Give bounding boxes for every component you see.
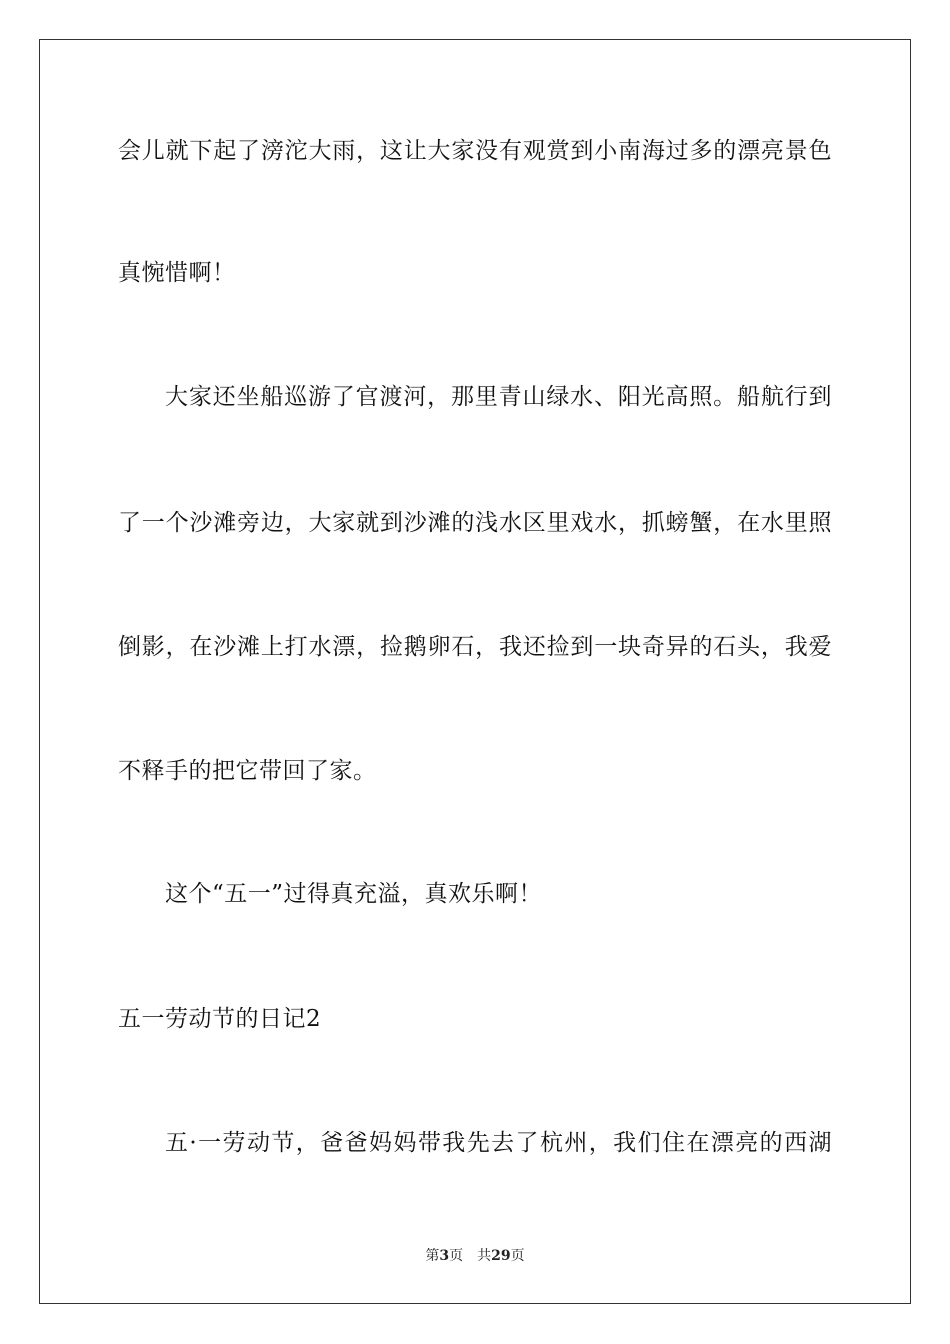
page-frame — [39, 39, 911, 1304]
paragraph-line: 会儿就下起了滂沱大雨，这让大家没有观赏到小南海过多的漂亮景色 — [118, 138, 832, 164]
page-suffix: 页 — [449, 1248, 464, 1264]
paragraph-line: 大家还坐船巡游了官渡河，那里青山绿水、阳光高照。船航行到 — [165, 384, 832, 410]
paragraph-line: 倒影，在沙滩上打水漂，捡鹅卵石，我还捡到一块奇异的石头，我爱 — [118, 634, 832, 660]
page-footer — [0, 1247, 950, 1265]
page-number: 3 — [439, 1248, 450, 1264]
page-prefix: 第 — [425, 1248, 440, 1264]
paragraph-line: 了一个沙滩旁边，大家就到沙滩的浅水区里戏水，抓螃蟹，在水里照 — [118, 510, 832, 536]
paragraph-line: 真惋惜啊！ — [118, 260, 236, 286]
total-suffix: 页 — [510, 1248, 525, 1264]
paragraph-line: 这个“五一”过得真充溢，真欢乐啊！ — [165, 881, 543, 907]
section-heading: 五一劳动节的日记2 — [118, 1006, 322, 1032]
paragraph-line: 五·一劳动节，爸爸妈妈带我先去了杭州，我们住在漂亮的西湖 — [165, 1130, 832, 1156]
paragraph-line: 不释手的把它带回了家。 — [118, 758, 377, 784]
total-pages: 29 — [491, 1248, 511, 1264]
total-prefix: 共 — [477, 1248, 492, 1264]
